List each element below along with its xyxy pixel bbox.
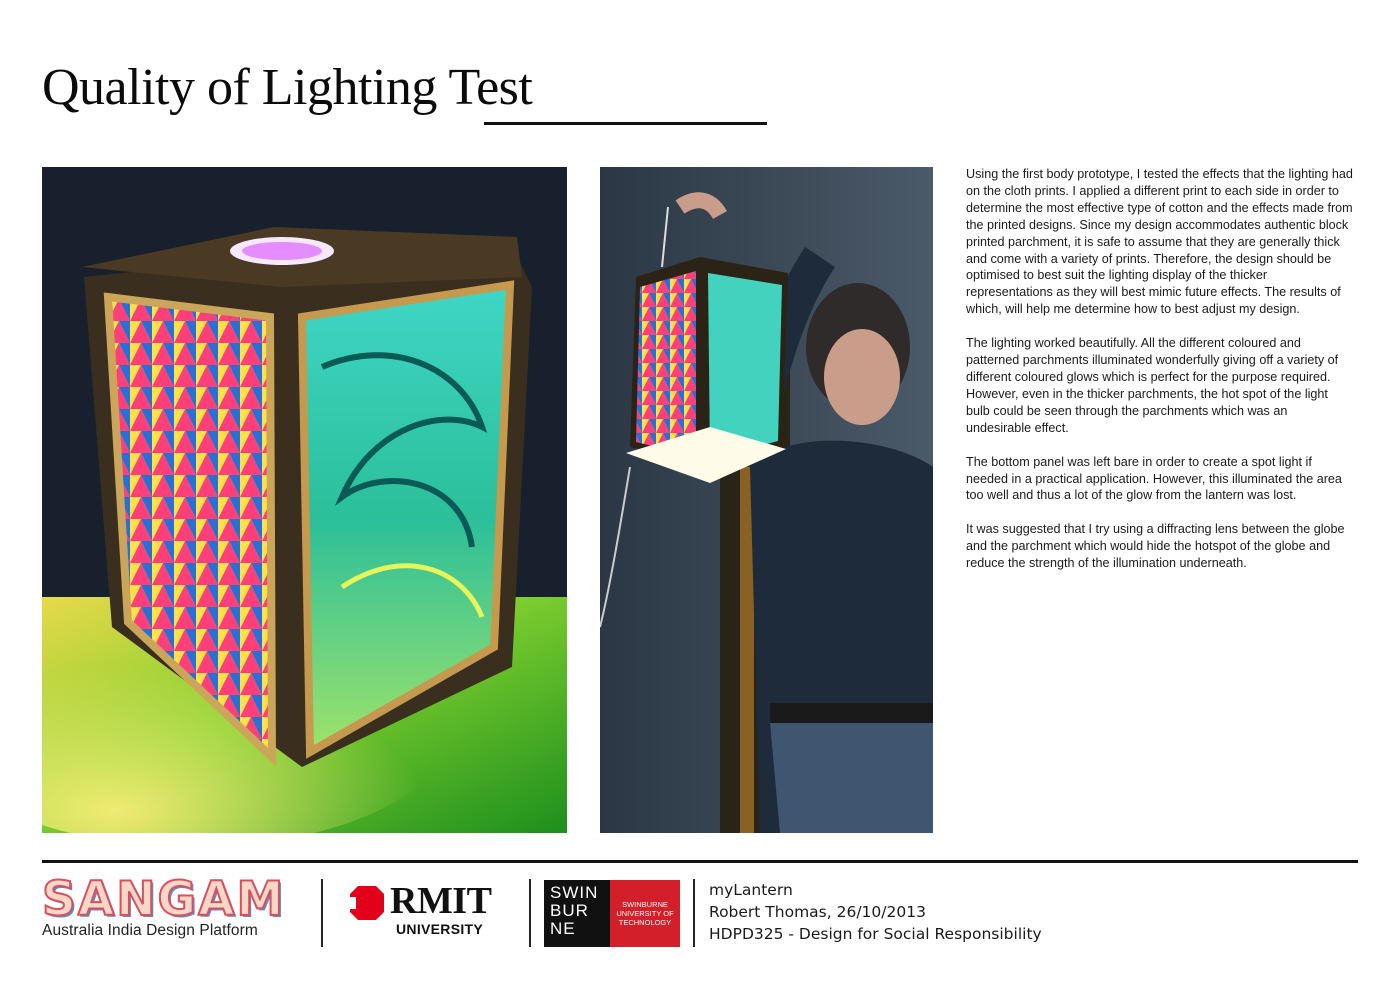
sangam-logo [42, 872, 307, 940]
swinburne-logo [544, 880, 680, 947]
rmit-logo [348, 880, 508, 942]
title-underline [484, 122, 767, 125]
description-paragraph-4: It was suggested that I try using a diffracting lens between the globe and the parchment which would hide the hotspot of the globe and reduce the strength of the illumination underneath. [966, 522, 1345, 571]
project-name: myLantern [709, 881, 793, 899]
logo-separator [529, 879, 531, 947]
project-author-date: Robert Thomas, 26/10/2013 [709, 903, 926, 921]
rmit-university-label: UNIVERSITY [396, 921, 484, 937]
footer-divider [42, 860, 1358, 863]
project-info [709, 879, 1042, 945]
description-paragraph-1: Using the first body prototype, I tested the effects that the lighting had on the cloth prints. I applied a different print to each side in order to determine the most effective type of cotton and the effects made from the printed designs. Since my design accommodates authentic block printed parchment, it is safe to assume that they are generally thick and come with a variety of prints. Therefore, the design should be optimised to best suit the lighting display of the thicker representations as they will best mimic future effects. The results of which, will help me determine how to best adjust my design. [966, 167, 1353, 317]
description-paragraph-3: The bottom panel was left bare in order to create a spot light if needed in a practical application. However, this illuminated the area too well and thus a lot of the glow from the lantern was lost. [966, 454, 1342, 503]
rmit-pixel-icon [348, 884, 386, 922]
page-title: Quality of Lighting Test [42, 59, 533, 116]
swinburne-wordmark: SWIN BUR NE [544, 880, 610, 947]
swinburne-name: SWINBURNE UNIVERSITY OF TECHNOLOGY [610, 880, 680, 947]
project-course: HDPD325 - Design for Social Responsibility [709, 925, 1042, 943]
sangam-subtitle: Australia India Design Platform [42, 922, 258, 939]
logo-separator [321, 879, 323, 947]
sangam-wordmark: SANGAM [42, 872, 286, 927]
person-holding-lantern-photo [600, 167, 933, 833]
lantern-table-photo [42, 167, 567, 833]
logo-separator [693, 879, 695, 947]
description-text [966, 166, 1354, 589]
description-paragraph-2: The lighting worked beautifully. All the different coloured and patterned parchments illuminated wonderfully giving off a variety of different coloured glows which is perfect for the purpose required. However, even in the thicker parchments, the hot spot of the light bulb could be seen through the parchments which was an undesirable effect. [966, 336, 1339, 435]
rmit-wordmark: RMIT [390, 880, 492, 922]
